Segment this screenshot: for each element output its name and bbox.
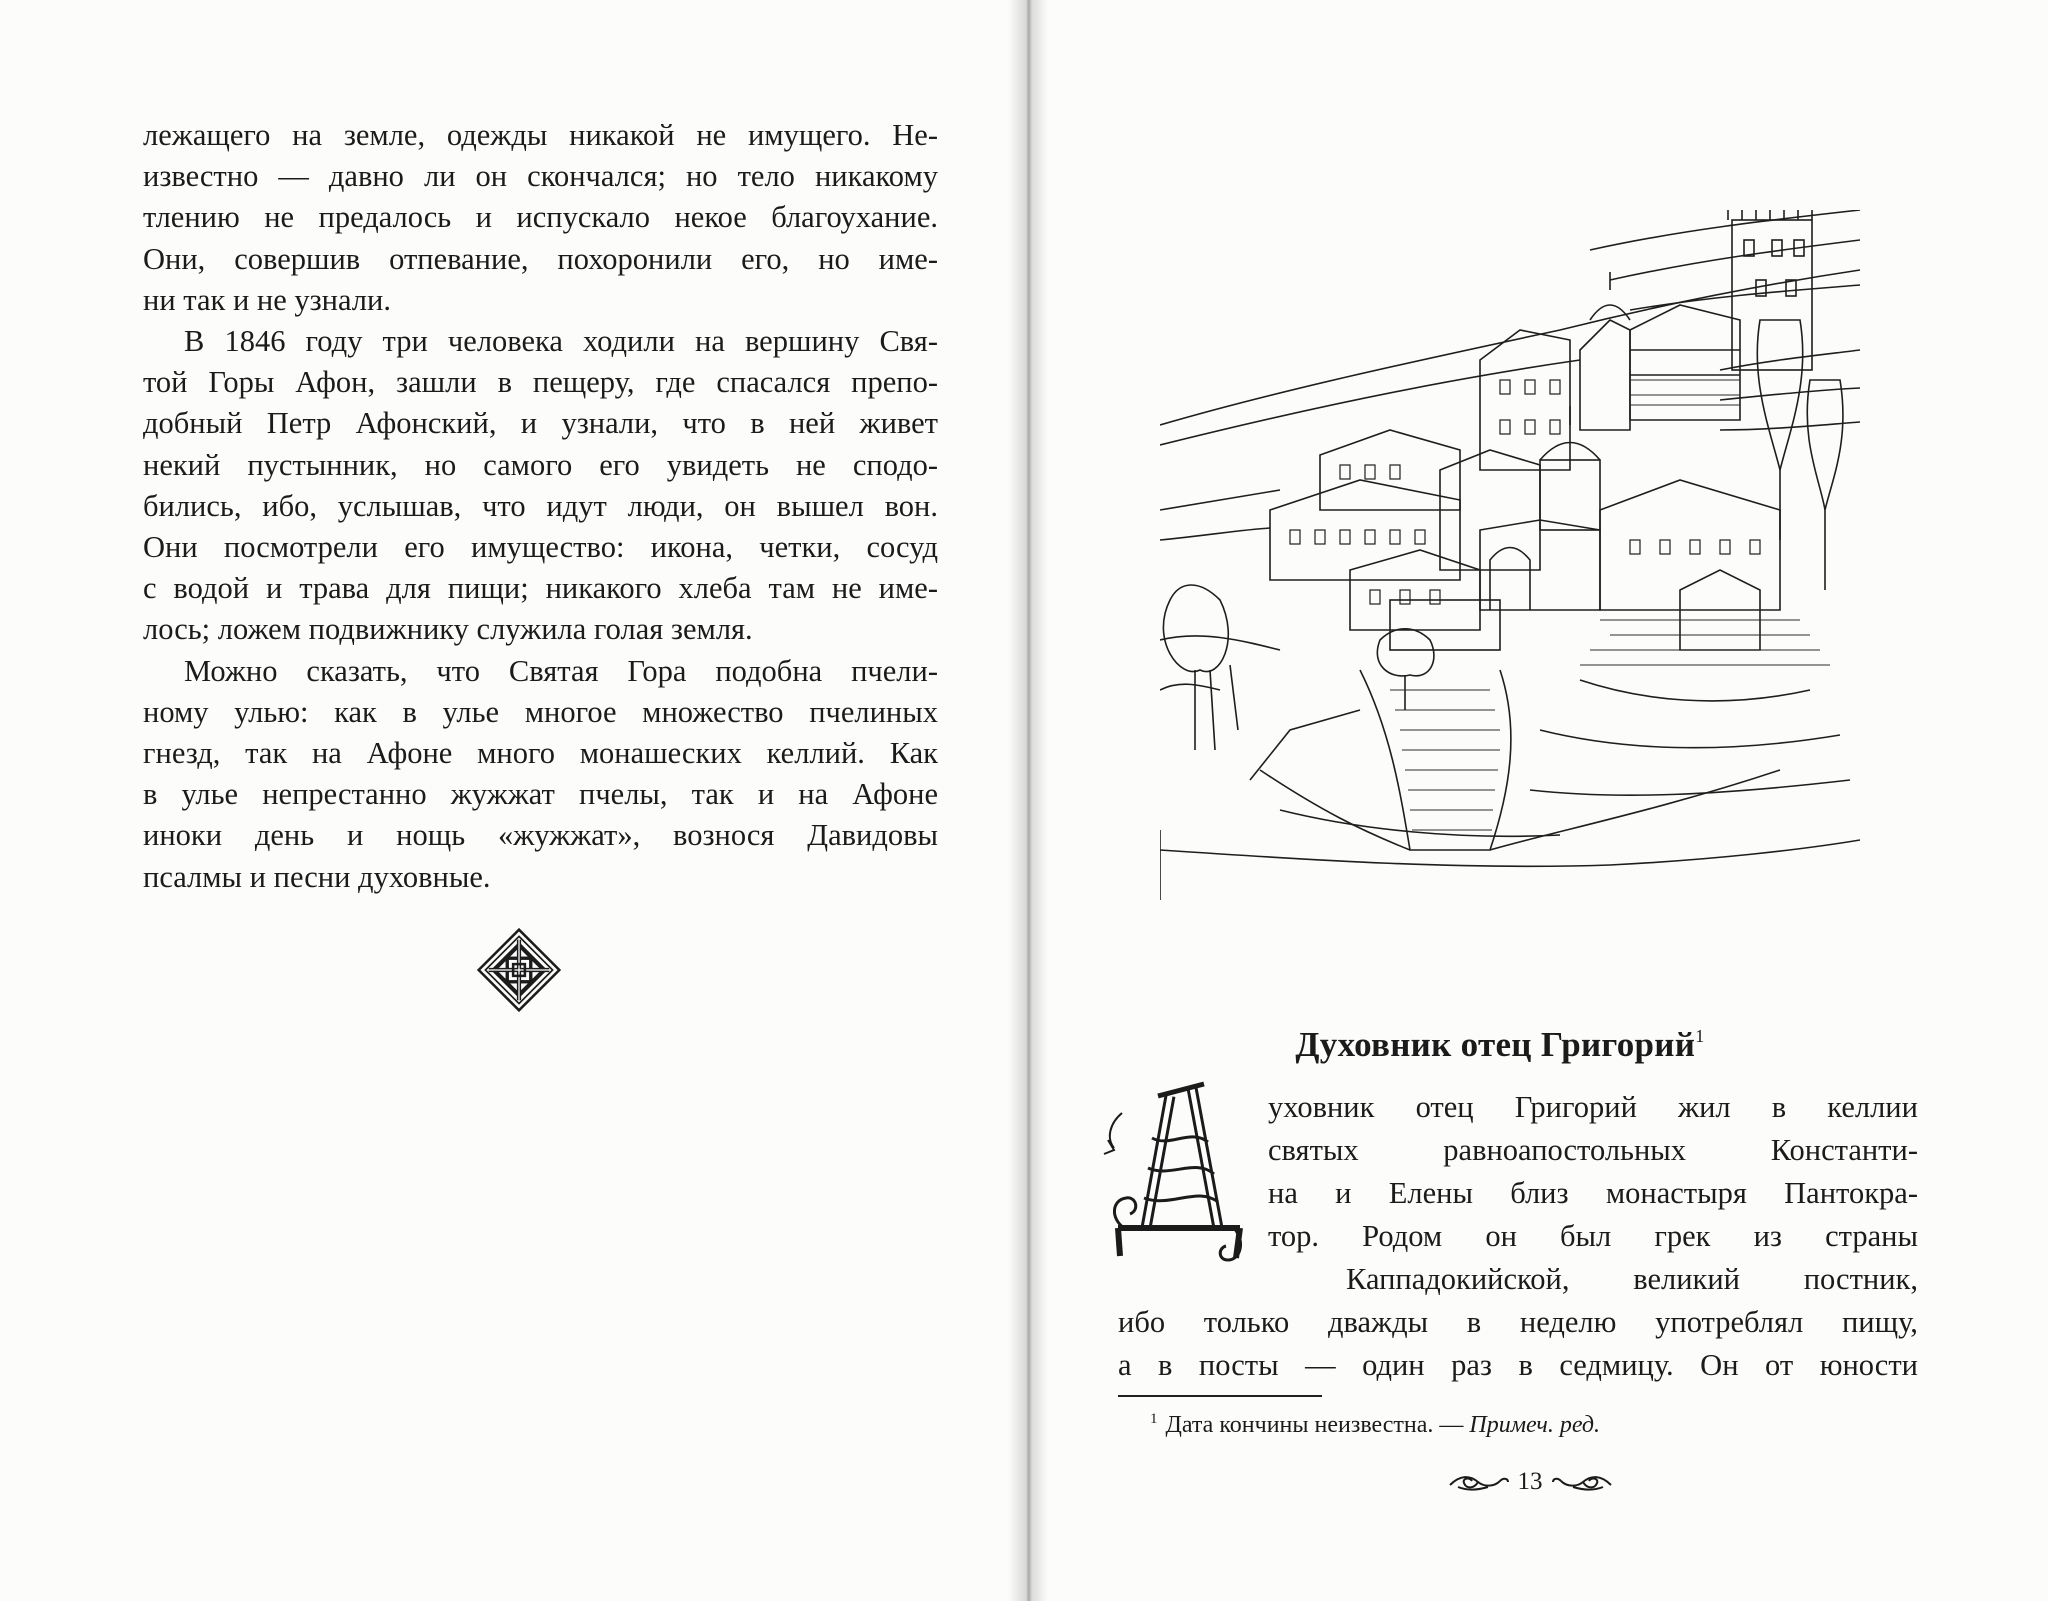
word: грек bbox=[1654, 1219, 1711, 1253]
word: постник, bbox=[1803, 1262, 1918, 1296]
word: раз bbox=[1451, 1348, 1492, 1382]
footnote-marker: 1 bbox=[1150, 1411, 1158, 1427]
footnote-divider bbox=[1118, 1395, 1322, 1397]
left-flourish-icon bbox=[1448, 1471, 1510, 1493]
text-line bbox=[1268, 1130, 1918, 1171]
text-line bbox=[1268, 1216, 1918, 1257]
word: в bbox=[1466, 1305, 1482, 1339]
chapter-title-text: Духовник отец Григорий bbox=[1295, 1025, 1696, 1064]
word: отец bbox=[1415, 1090, 1474, 1124]
word: ибо bbox=[1118, 1305, 1166, 1339]
word: он bbox=[1485, 1219, 1517, 1253]
text-line: лось; ложем подвижнику служила голая земля. bbox=[143, 612, 753, 647]
page-number: 13 bbox=[1517, 1468, 1543, 1495]
word: употреблял bbox=[1655, 1305, 1804, 1339]
text-line: в улье непрестанно жужжат пчелы, так и на Афоне bbox=[143, 777, 938, 812]
word: посты bbox=[1198, 1348, 1279, 1382]
word: жил bbox=[1678, 1090, 1731, 1124]
word: в bbox=[1518, 1348, 1533, 1382]
text-line: с водой и трава для пищи; никакого хлеба там не име- bbox=[143, 571, 938, 606]
text-line: тлению не предалось и испускало некое благоухание. bbox=[143, 200, 938, 235]
word: великий bbox=[1633, 1262, 1740, 1296]
knotwork-ornament-icon bbox=[477, 928, 561, 1012]
word: седмицу. bbox=[1559, 1348, 1674, 1382]
dropcap-initial-d bbox=[1100, 1078, 1250, 1273]
left-page-text bbox=[143, 115, 938, 898]
text-line: лежащего на земле, одежды никакой не имущего. Не- bbox=[143, 118, 938, 152]
word: Родом bbox=[1362, 1219, 1443, 1253]
footnote-editor-note: Примеч. ред. bbox=[1469, 1412, 1601, 1438]
monastery-illustration bbox=[1160, 210, 1860, 900]
word: уховник bbox=[1268, 1090, 1375, 1124]
word: а bbox=[1118, 1348, 1132, 1382]
right-flourish-icon bbox=[1551, 1471, 1613, 1493]
text-line: бились, ибо, услышав, что идут люди, он вышел вон. bbox=[143, 488, 938, 523]
word: келлии bbox=[1827, 1090, 1918, 1124]
chapter-title bbox=[1100, 1025, 1900, 1065]
text-line: добный Петр Афонский, и узнали, что в ней живет bbox=[143, 406, 938, 441]
paragraph-2 bbox=[143, 321, 938, 651]
text-line bbox=[1118, 1302, 1918, 1343]
footnote bbox=[1150, 1403, 1600, 1441]
text-line bbox=[1346, 1259, 1918, 1300]
text-line: иноки день и нощь «жужжат», вознося Давидовы bbox=[143, 818, 938, 853]
text-line: гнезд, так на Афоне много монашеских келлий. Как bbox=[143, 736, 938, 771]
text-line: Можно сказать, что Святая Гора подобна пчели- bbox=[184, 653, 938, 688]
word: дважды bbox=[1327, 1305, 1429, 1339]
word: один bbox=[1362, 1348, 1425, 1382]
word: и bbox=[1335, 1176, 1352, 1210]
word: в bbox=[1158, 1348, 1173, 1382]
word: святых bbox=[1268, 1133, 1359, 1167]
word: близ bbox=[1510, 1176, 1569, 1210]
word: был bbox=[1560, 1219, 1612, 1253]
text-line bbox=[1268, 1087, 1918, 1128]
word: Каппадокийской, bbox=[1346, 1262, 1570, 1296]
footnote-reference: 1 bbox=[1695, 1026, 1705, 1046]
word: монастыря bbox=[1605, 1176, 1747, 1210]
page-number-block bbox=[1425, 1462, 1635, 1502]
word: на bbox=[1268, 1176, 1298, 1210]
text-line: В 1846 году три человека ходили на вершину Свя- bbox=[184, 324, 938, 359]
paragraph-3 bbox=[143, 651, 938, 898]
word: Константи- bbox=[1770, 1133, 1918, 1167]
word: страны bbox=[1825, 1219, 1918, 1253]
word: Он bbox=[1700, 1348, 1739, 1382]
word: юности bbox=[1819, 1348, 1918, 1382]
text-line bbox=[1118, 1345, 1918, 1386]
paragraph-1 bbox=[143, 115, 938, 321]
footnote-text: Дата кончины неизвестна. — bbox=[1165, 1412, 1470, 1438]
word: Елены bbox=[1388, 1176, 1473, 1210]
book-gutter bbox=[1008, 0, 1048, 1601]
word: из bbox=[1753, 1219, 1782, 1253]
text-line: некий пустынник, но самого его увидеть не сподо- bbox=[143, 447, 938, 482]
word: — bbox=[1305, 1348, 1336, 1382]
word: от bbox=[1765, 1348, 1794, 1382]
word: пищу, bbox=[1841, 1305, 1918, 1339]
word: Григорий bbox=[1514, 1090, 1637, 1124]
text-line: Они посмотрели его имущество: икона, четки, сосуд bbox=[143, 530, 938, 565]
word: Пантокра- bbox=[1784, 1176, 1918, 1210]
word: только bbox=[1203, 1305, 1290, 1339]
word: тор. bbox=[1268, 1219, 1320, 1253]
text-line: ни так и не узнали. bbox=[143, 282, 391, 317]
text-line: той Горы Афон, зашли в пещеру, где спасался препо- bbox=[143, 365, 938, 400]
text-line: известно — давно ли он скончался; но тело никакому bbox=[143, 159, 938, 194]
word: равноапостольных bbox=[1443, 1133, 1687, 1167]
text-line: Они, совершив отпевание, похоронили его, но име- bbox=[143, 241, 938, 276]
text-line bbox=[1268, 1173, 1918, 1214]
word: в bbox=[1771, 1090, 1787, 1124]
word: неделю bbox=[1519, 1305, 1617, 1339]
text-line: псалмы и песни духовные. bbox=[143, 859, 491, 894]
text-line: ному улью: как в улье многое множество пчелиных bbox=[143, 694, 938, 729]
